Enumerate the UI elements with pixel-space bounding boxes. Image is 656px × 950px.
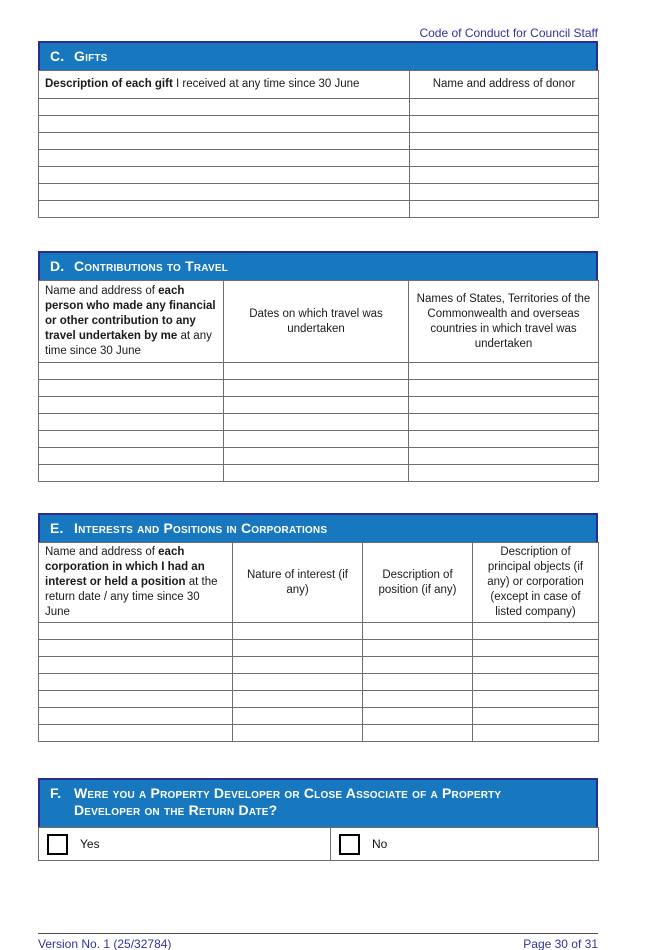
corporations-table	[38, 542, 599, 742]
empty-cell	[409, 397, 599, 414]
yes-no-row	[39, 828, 599, 861]
footer-version: Version No. 1 (25/32784)	[38, 937, 172, 950]
empty-cell	[39, 201, 410, 218]
empty-cell	[39, 448, 224, 465]
empty-cell	[363, 725, 473, 742]
empty-cell	[473, 640, 599, 657]
corporations-col-position: Description of position (if any)	[363, 543, 473, 623]
section-title-line1: Were you a Property Developer or Close Associate of a Property	[74, 785, 502, 801]
empty-cell	[363, 657, 473, 674]
travel-header-row	[39, 281, 599, 363]
table-row	[39, 448, 599, 465]
travel-table	[38, 280, 599, 482]
table-row	[39, 397, 599, 414]
empty-cell	[39, 167, 410, 184]
gifts-col-description-bold: Description of each gift	[45, 78, 173, 90]
header-title: Code of Conduct for Council Staff	[419, 26, 598, 40]
table-row	[39, 167, 599, 184]
empty-cell	[410, 184, 599, 201]
empty-cell	[39, 116, 410, 133]
empty-cell	[409, 363, 599, 380]
empty-cell	[233, 657, 363, 674]
empty-cell	[233, 708, 363, 725]
travel-col1-post: at any time since 30 June	[45, 330, 212, 357]
empty-cell	[473, 691, 599, 708]
yes-no-table	[38, 827, 599, 861]
gifts-col-description	[39, 71, 410, 99]
empty-cell	[409, 380, 599, 397]
table-row	[39, 363, 599, 380]
yes-label: Yes	[80, 837, 100, 851]
no-label: No	[372, 837, 388, 851]
empty-cell	[39, 99, 410, 116]
empty-cell	[473, 708, 599, 725]
empty-cell	[39, 184, 410, 201]
empty-cell	[473, 674, 599, 691]
section-title: Interests and Positions in Corporations	[74, 520, 328, 536]
table-row	[39, 708, 599, 725]
empty-cell	[39, 640, 233, 657]
empty-cell	[39, 691, 233, 708]
table-row	[39, 691, 599, 708]
empty-cell	[233, 691, 363, 708]
table-row	[39, 465, 599, 482]
empty-cell	[224, 363, 409, 380]
section-title: Contributions to Travel	[74, 258, 229, 274]
travel-col-contributor	[39, 281, 224, 363]
table-row	[39, 657, 599, 674]
empty-cell	[410, 133, 599, 150]
empty-cell	[363, 708, 473, 725]
empty-cell	[39, 623, 233, 640]
empty-cell	[39, 657, 233, 674]
table-row	[39, 380, 599, 397]
empty-cell	[39, 725, 233, 742]
table-row	[39, 150, 599, 167]
empty-cell	[363, 640, 473, 657]
table-row	[39, 674, 599, 691]
table-row	[39, 414, 599, 431]
empty-cell	[410, 201, 599, 218]
empty-cell	[233, 640, 363, 657]
section-gifts-banner	[38, 41, 598, 70]
table-row	[39, 431, 599, 448]
empty-cell	[473, 725, 599, 742]
table-row	[39, 99, 599, 116]
table-row	[39, 116, 599, 133]
empty-cell	[39, 674, 233, 691]
section-corporations	[38, 513, 598, 742]
empty-cell	[39, 708, 233, 725]
gifts-header-row	[39, 71, 599, 99]
empty-cell	[410, 167, 599, 184]
empty-cell	[473, 657, 599, 674]
empty-cell	[224, 380, 409, 397]
empty-cell	[224, 448, 409, 465]
section-travel-contributions	[38, 251, 598, 482]
empty-cell	[224, 465, 409, 482]
table-row	[39, 640, 599, 657]
section-letter: D.	[50, 258, 65, 274]
travel-col-dates: Dates on which travel was undertaken	[224, 281, 409, 363]
corporations-col-interest: Nature of interest (if any)	[233, 543, 363, 623]
section-property-developer-banner	[38, 778, 598, 827]
empty-cell	[39, 133, 410, 150]
empty-cell	[363, 674, 473, 691]
yes-cell	[39, 828, 331, 861]
section-letter: E.	[50, 520, 64, 536]
empty-cell	[233, 674, 363, 691]
empty-cell	[224, 397, 409, 414]
footer-page-number: Page 30 of 31	[523, 937, 598, 950]
section-travel-banner	[38, 251, 598, 280]
table-row	[39, 133, 599, 150]
empty-cell	[39, 150, 410, 167]
empty-cell	[233, 623, 363, 640]
empty-cell	[409, 448, 599, 465]
corporations-col1-pre: Name and address of	[45, 546, 159, 558]
empty-cell	[233, 725, 363, 742]
section-gifts	[38, 41, 598, 218]
empty-cell	[39, 431, 224, 448]
document-footer	[38, 933, 598, 950]
section-property-developer	[38, 778, 598, 861]
empty-cell	[410, 99, 599, 116]
section-letter: C.	[50, 48, 65, 64]
section-corporations-banner	[38, 513, 598, 542]
travel-col-places: Names of States, Territories of the Commonwealth and overseas countries in which travel was undertaken	[409, 281, 599, 363]
table-row	[39, 725, 599, 742]
empty-cell	[410, 150, 599, 167]
empty-cell	[224, 431, 409, 448]
section-title-line2: Developer on the Return Date?	[74, 802, 278, 818]
empty-cell	[39, 397, 224, 414]
no-checkbox[interactable]	[339, 834, 360, 855]
travel-col1-bold: each person who made any financial or other contribution to any travel undertaken by me	[45, 285, 216, 342]
empty-cell	[39, 363, 224, 380]
empty-cell	[410, 116, 599, 133]
no-cell	[331, 828, 599, 861]
empty-cell	[39, 414, 224, 431]
empty-cell	[473, 623, 599, 640]
table-row	[39, 184, 599, 201]
section-letter: F.	[50, 785, 62, 801]
empty-cell	[39, 465, 224, 482]
table-row	[39, 201, 599, 218]
section-title: Gifts	[74, 48, 108, 64]
gifts-table	[38, 70, 599, 218]
corporations-col1-bold: each corporation in which I had an interest or held a position	[45, 546, 205, 588]
travel-col1-pre: Name and address of	[45, 285, 159, 297]
corporations-col-name	[39, 543, 233, 623]
empty-cell	[409, 465, 599, 482]
corporations-header-row	[39, 543, 599, 623]
corporations-col1-post: at the return date / any time since 30 June	[45, 576, 218, 618]
empty-cell	[363, 691, 473, 708]
gifts-col-description-rest: I received at any time since 30 June	[172, 78, 360, 90]
empty-cell	[363, 623, 473, 640]
document-header	[38, 26, 598, 40]
empty-cell	[409, 431, 599, 448]
corporations-col-objects: Description of principal objects (if any) or corporation (except in case of listed company)	[473, 543, 599, 623]
empty-cell	[409, 414, 599, 431]
yes-checkbox[interactable]	[47, 834, 68, 855]
empty-cell	[224, 414, 409, 431]
section-title	[74, 785, 588, 819]
empty-cell	[39, 380, 224, 397]
gifts-col-donor: Name and address of donor	[410, 71, 599, 99]
table-row	[39, 623, 599, 640]
